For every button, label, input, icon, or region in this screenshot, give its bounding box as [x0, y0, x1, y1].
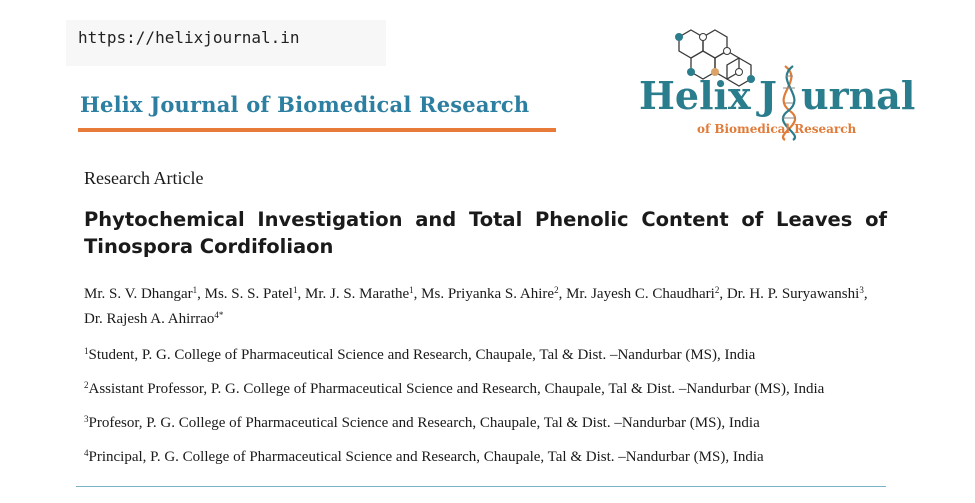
affiliation-item — [84, 438, 884, 472]
logo-word-urnal: urnal — [801, 73, 915, 118]
affiliation-item — [84, 404, 884, 438]
author-name: Mr. Jayesh C. Chaudhari — [566, 286, 715, 302]
affiliation-marker: 4 — [84, 448, 89, 458]
section-divider — [76, 486, 886, 487]
author-affiliation-marker: 3 — [859, 285, 864, 295]
author-list: Mr. S. V. Dhangar$^1$, Ms. S. S. Patel$^1$, Mr. J. S. Marathe$^1$, Ms. Priyanka S. Ahire$^2$, Mr. Jayesh C. Chaudhari$^2$, Dr. H. P. Suryawanshi$^3$, Dr. Rajesh A. Ahirrao$^{4*}$ — [84, 285, 868, 327]
author-name: Mr. S. V. Dhangar — [84, 286, 193, 302]
affiliation-marker: 3 — [84, 414, 89, 424]
author-affiliation-marker: 2 — [714, 285, 720, 295]
author-affiliation-marker: 4* — [214, 310, 224, 320]
affiliation-text: Student, P. G. College of Pharmaceutical Science and Research, Chaupale, Tal & Dist. –Nandurbar (MS), India — [88, 347, 756, 363]
journal-title: Helix Journal of Biomedical Research — [80, 92, 530, 117]
author-name: Mr. J. S. Marathe — [304, 286, 410, 302]
affiliation-text: Principal, P. G. College of Pharmaceutical Science and Research, Chaupale, Tal & Dist. –Nandurbar (MS), India — [88, 449, 764, 465]
affiliation-list — [84, 336, 884, 472]
author-name: Ms. S. S. Patel — [204, 286, 293, 302]
affiliation-text: Assistant Professor, P. G. College of Pharmaceutical Science and Research, Chaupale, Tal & Dist. –Nandurbar (MS), India — [88, 381, 825, 397]
logo-word-j: J — [759, 73, 777, 118]
affiliation-marker: 2 — [84, 380, 89, 390]
affiliation-item — [84, 336, 884, 370]
author-name: Ms. Priyanka S. Ahire — [421, 286, 555, 302]
affiliation-text: Profesor, P. G. College of Pharmaceutical Science and Research, Chaupale, Tal & Dist. –Nandurbar (MS), India — [88, 415, 760, 431]
journal-title-underline — [78, 128, 556, 132]
article-type: Research Article — [84, 168, 204, 188]
author-affiliation-marker: 2 — [554, 285, 559, 295]
article-title: Phytochemical Investigation and Total Phenolic Content of Leaves of Tinospora Cordifoliaon — [84, 208, 887, 258]
author-affiliation-marker: 1 — [192, 285, 198, 295]
author-affiliation-marker: 1 — [409, 285, 414, 295]
author-name: Dr. Rajesh A. Ahirrao — [84, 311, 215, 327]
journal-url[interactable]: https://helixjournal.in — [78, 28, 300, 47]
helix-journal-logo — [635, 26, 915, 141]
author-affiliation-marker: 1 — [292, 285, 298, 295]
logo-tagline: of Biomedical Research — [697, 122, 857, 136]
affiliation-marker: 1 — [84, 346, 89, 356]
affiliation-item — [84, 370, 884, 404]
logo-word-helix: Helix — [639, 73, 751, 118]
author-name: Dr. H. P. Suryawanshi — [726, 286, 860, 302]
